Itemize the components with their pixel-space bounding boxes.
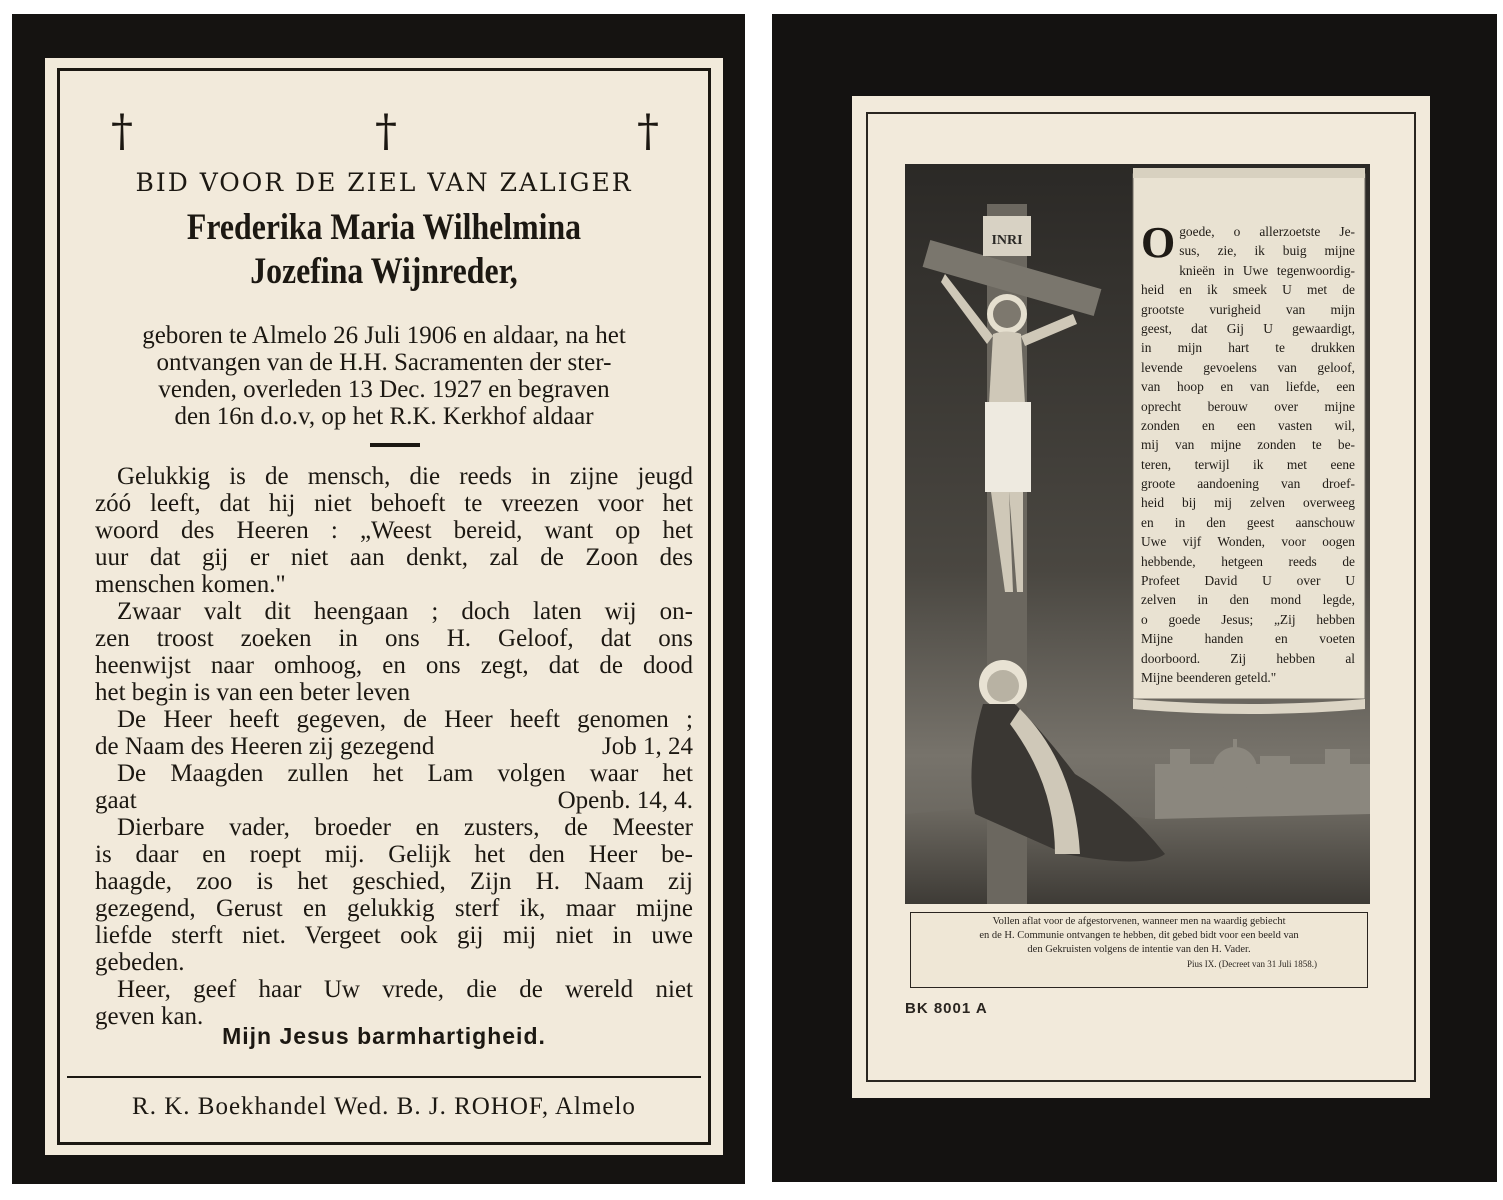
prayer-line: Uwe vijf Wonden, voor oogen [1141, 534, 1355, 550]
prayer-line: zelven in den mond legde, [1141, 592, 1355, 608]
bio-line: den 16n d.o.v, op het R.K. Kerkhof aldaar [174, 403, 594, 430]
body-line: liefde sterft niet. Vergeet ook gij mij niet in uwe [95, 922, 693, 949]
prayer-line: heid bij mij zelven overweeg [1141, 495, 1355, 511]
cross-icon: † [637, 106, 659, 157]
body-line: het begin is van een beter leven [95, 679, 411, 706]
indulgence-line: Vollen aflat voor de afgestorvenen, wanneer men na waardig gebiecht [992, 916, 1286, 927]
titulus-text: INRI [991, 233, 1023, 248]
prayer-line: Mijne beenderen geteld." [1141, 669, 1277, 685]
prayer-heading: BID VOOR DE ZIEL VAN ZALIGER [135, 168, 633, 197]
prayer-line: o goede Jesus; „Zij hebben [1141, 611, 1355, 627]
closing-invocation: Mijn Jesus barmhartigheid. [222, 1023, 546, 1049]
scripture-text: de Naam des Heeren zij gezegend [95, 733, 435, 760]
prayer-line: geest, dat Gij U gewaardigt, [1141, 320, 1355, 336]
deceased-name-line-2: Jozefina Wijnreder, [250, 251, 518, 292]
prayer-line: Mijne handen en voeten [1141, 631, 1355, 647]
scripture-reference: Openb. 14, 4. [557, 787, 693, 814]
prayer-line: oprecht berouw over mijne [1141, 398, 1355, 414]
body-line: De Maagden zullen het Lam volgen waar het [117, 760, 693, 787]
cross-icon: † [111, 106, 133, 157]
indulgence-reference: Pius IX. (Decreet van 31 Juli 1858.) [1187, 959, 1317, 969]
indulgence-line: den Gekruisten volgens de intentie van den H. Vader. [1027, 944, 1251, 955]
prayer-line: hebbende, hetgeen reeds de [1141, 553, 1355, 569]
body-line: heenwijst naar omhoog, en ons zegt, dat de dood [95, 652, 693, 679]
prayer-line: doorboord. Zij hebben al [1141, 650, 1355, 666]
indulgence-note [910, 912, 1368, 988]
front-panel [45, 58, 723, 1155]
body-line: gebeden. [95, 949, 185, 976]
body-line: uur dat gij er niet aan denkt, zal de Zoon des [95, 544, 693, 571]
body-line: geven kan. [95, 1003, 204, 1030]
cross-icon: † [375, 106, 397, 157]
scripture-line [95, 788, 693, 816]
body-line: Heer, geef haar Uw vrede, die de wereld niet [117, 976, 693, 1003]
body-line: zóó leeft, dat hij niet behoeft te vreezen voor het [95, 490, 693, 517]
prayer-line: grootste vurigheid van mijn [1141, 301, 1355, 317]
prayer-text [1141, 218, 1355, 687]
bio-line: ontvangen van de H.H. Sacramenten der ster- [156, 349, 612, 376]
bio-line: venden, overleden 13 Dec. 1927 en begraven [158, 376, 610, 403]
prayer-line: teren, terwijl ik met eene [1141, 456, 1355, 472]
publisher-imprint: R. K. Boekhandel Wed. B. J. ROHOF, Almelo [132, 1093, 636, 1120]
prayer-line: sus, zie, ik buig mijne [1179, 243, 1355, 259]
prayer-line: Profeet David U over U [1141, 573, 1355, 589]
card-code: BK 8001 A [905, 1000, 988, 1017]
body-line: Dierbare vader, broeder en zusters, de Meester [117, 814, 693, 841]
body-line: is daar en roept mij. Gelijk het den Heer be- [95, 841, 693, 868]
prayer-line: knieën in Uwe tegenwoordig- [1179, 262, 1355, 278]
body-line: menschen komen." [95, 571, 286, 598]
prayer-line: goede, o allerzoetste Je- [1179, 224, 1355, 239]
body-line: haagde, zoo is het geschied, Zijn H. Naam zij [95, 868, 693, 895]
body-line: Gelukkig is de mensch, die reeds in zijne jeugd [117, 463, 693, 490]
body-line: zen troost zoeken in ons H. Geloof, dat ons [95, 625, 693, 652]
bio-line: geboren te Almelo 26 Juli 1906 en aldaar, na het [142, 322, 626, 349]
body-line: De Heer heeft gegeven, de Heer heeft genomen ; [117, 706, 693, 733]
body-line: Zwaar valt dit heengaan ; doch laten wij on- [117, 598, 693, 625]
prayer-line: in mijn hart te drukken [1141, 340, 1355, 356]
prayer-line: en in den geest aanschouw [1141, 514, 1355, 530]
prayer-line: heid en ik smeek U met de [1141, 282, 1355, 298]
scripture-line [95, 734, 693, 762]
indulgence-line: en de H. Communie ontvangen te hebben, dit gebed bidt voor een beeld van [979, 930, 1299, 941]
prayer-dropcap: O [1141, 218, 1176, 267]
prayer-line: zonden en een vasten wil, [1141, 417, 1355, 433]
prayer-line: van hoop en van liefde, een [1141, 379, 1355, 395]
prayer-line: mij van mijne zonden te be- [1141, 437, 1355, 453]
left-card [12, 14, 745, 1184]
scripture-reference: Job 1, 24 [602, 733, 693, 760]
separator-rule [370, 443, 420, 447]
prayer-line: groote aandoening van droef- [1141, 476, 1355, 492]
deceased-name-line-1: Frederika Maria Wilhelmina [186, 207, 582, 248]
scripture-text: gaat [95, 787, 137, 814]
body-line: woord des Heeren : „Weest bereid, want op het [95, 517, 693, 544]
body-line: gezegend, Gerust en gelukkig sterf ik, maar mijne [95, 895, 693, 922]
prayer-line: levende gevoelens van geloof, [1141, 359, 1355, 375]
publisher-rule [67, 1076, 701, 1078]
